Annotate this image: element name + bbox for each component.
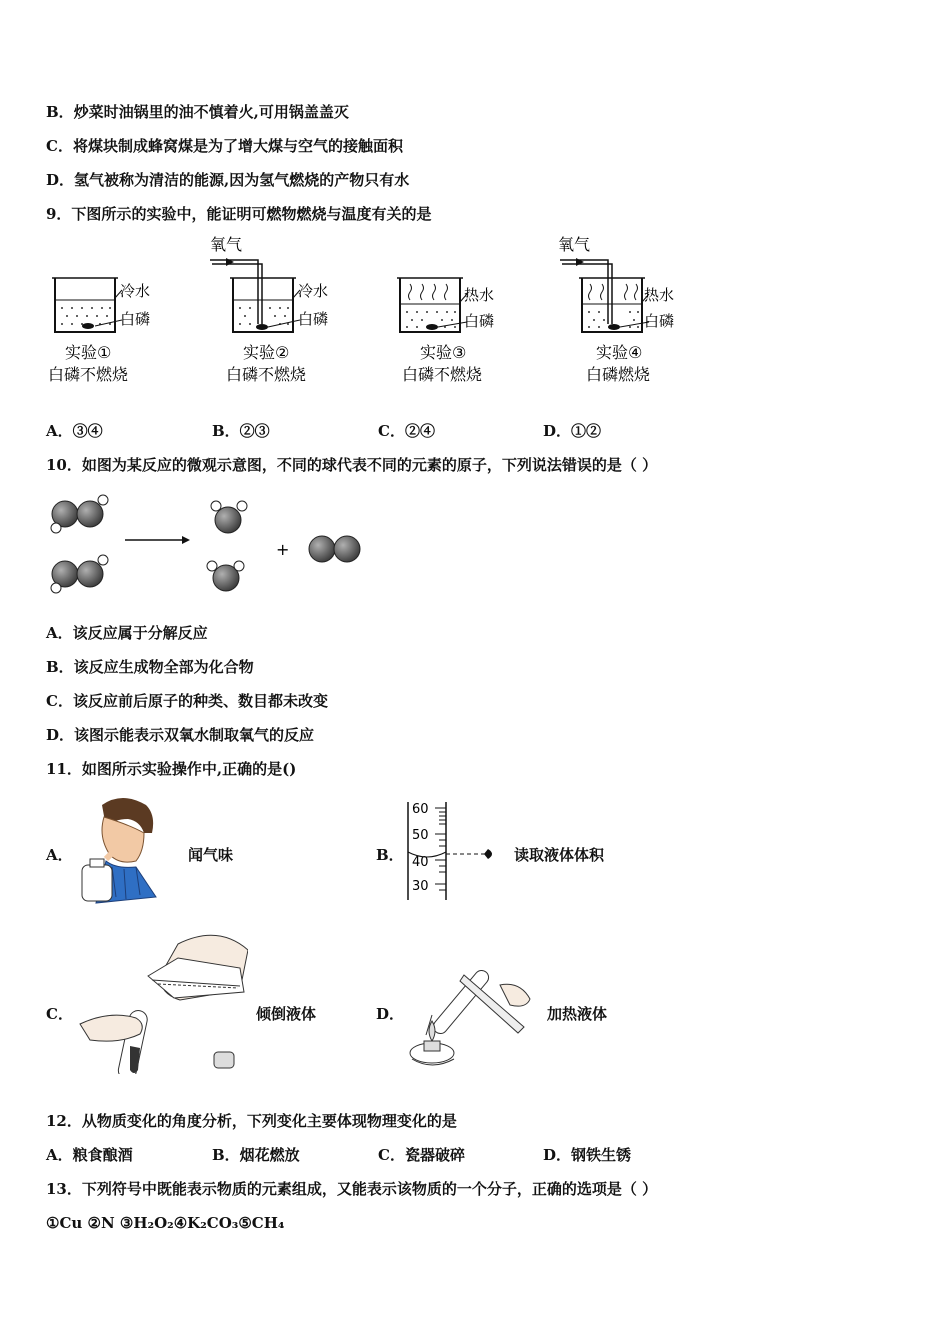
q11-option-a-text: 闻气味 [188, 846, 234, 864]
product-water-2 [207, 561, 244, 591]
tick-50: 50 [412, 828, 429, 843]
label-hot-water-3: 热水 [464, 286, 495, 304]
q8-option-c: C．将煤块制成蜂窝煤是为了增大煤与空气的接触面积 [46, 137, 403, 155]
q12-option-d: D．钢铁生锈 [543, 1146, 632, 1164]
q8-option-b: B．炒菜时油锅里的油不慎着火,可用锅盖盖灭 [46, 103, 349, 121]
q9-option-d: D．①② [543, 422, 602, 440]
label-exp-2: 实验② [243, 343, 290, 362]
label-hot-water-4: 热水 [644, 286, 675, 304]
label-oxygen-4: 氧气 [558, 235, 591, 254]
smelling-illustration [78, 795, 170, 905]
beaker-1 [52, 278, 122, 332]
label-white-p-2: 白磷 [298, 310, 329, 328]
q11-option-a-letter: A． [46, 846, 73, 864]
q9-experiment-figure [40, 232, 700, 392]
q11-option-b-letter: B． [376, 846, 404, 864]
q13-stem: 13．下列符号中既能表示物质的元素组成，又能表示该物质的一个分子，正确的选项是（ ） [46, 1180, 658, 1198]
q10-option-d: D．该图示能表示双氧水制取氧气的反应 [46, 726, 315, 744]
plus-sign: + [276, 540, 290, 559]
label-white-p-4: 白磷 [644, 312, 675, 330]
label-exp-1: 实验① [65, 343, 112, 362]
q9-option-b: B．②③ [212, 422, 270, 440]
q12-option-a: A．粮食酿酒 [46, 1146, 133, 1164]
q9-stem: 9．下图所示的实验中，能证明可燃物燃烧与温度有关的是 [46, 205, 432, 223]
label-res-1: 白磷不燃烧 [48, 365, 129, 384]
q10-reaction-diagram [40, 490, 380, 605]
q10-option-c: C．该反应前后原子的种类、数目都未改变 [46, 692, 328, 710]
q11-stem: 11．如图所示实验操作中,正确的是() [46, 760, 297, 778]
pouring-illustration [78, 924, 248, 1074]
label-oxygen-2: 氧气 [210, 235, 243, 254]
q12-option-c: C．瓷器破碎 [378, 1146, 465, 1164]
label-cold-water-1: 冷水 [120, 282, 151, 300]
q11-option-c-text: 倾倒液体 [256, 1005, 317, 1023]
label-res-2: 白磷不燃烧 [226, 365, 307, 384]
reactant-molecule-1 [51, 495, 108, 533]
q12-stem: 12．从物质变化的角度分析，下列变化主要体现物理变化的是 [46, 1112, 457, 1130]
label-exp-4: 实验④ [596, 343, 643, 362]
q11-option-d-text: 加热液体 [547, 1005, 608, 1023]
q10-option-a: A．该反应属于分解反应 [46, 624, 208, 642]
q11-option-b-text: 读取液体体积 [514, 846, 605, 864]
product-water-1 [211, 501, 247, 533]
label-cold-water-2: 冷水 [298, 282, 329, 300]
q13-choices: ①Cu ②N ③H₂O₂④K₂CO₃⑤CH₄ [46, 1214, 285, 1232]
q10-stem: 10．如图为某反应的微观示意图，不同的球代表不同的元素的原子，下列说法错误的是（ ） [46, 456, 658, 474]
q9-option-c: C．②④ [378, 422, 435, 440]
label-exp-3: 实验③ [420, 343, 467, 362]
q10-option-b: B．该反应生成物全部为化合物 [46, 658, 254, 676]
beaker-4 [560, 258, 649, 332]
q9-option-a: A．③④ [46, 422, 103, 440]
label-res-3: 白磷不燃烧 [402, 365, 483, 384]
beaker-3 [397, 278, 467, 332]
graduated-cylinder-illustration [402, 800, 512, 906]
product-oxygen-molecule [309, 536, 360, 562]
label-res-4: 白磷燃烧 [586, 365, 651, 384]
q8-option-d: D．氢气被称为清洁的能源,因为氢气燃烧的产物只有水 [46, 171, 410, 189]
tick-40: 40 [412, 855, 429, 870]
q11-option-c-letter: C． [46, 1005, 73, 1023]
tick-60: 60 [412, 802, 429, 817]
q11-option-d-letter: D． [376, 1005, 405, 1023]
beaker-2 [210, 258, 300, 332]
label-white-p-3: 白磷 [464, 312, 495, 330]
tick-30: 30 [412, 879, 429, 894]
heating-illustration [404, 955, 534, 1075]
eye-icon [484, 849, 492, 859]
label-white-p-1: 白磷 [120, 310, 151, 328]
q12-option-b: B．烟花燃放 [212, 1146, 300, 1164]
reactant-molecule-2 [51, 555, 108, 593]
